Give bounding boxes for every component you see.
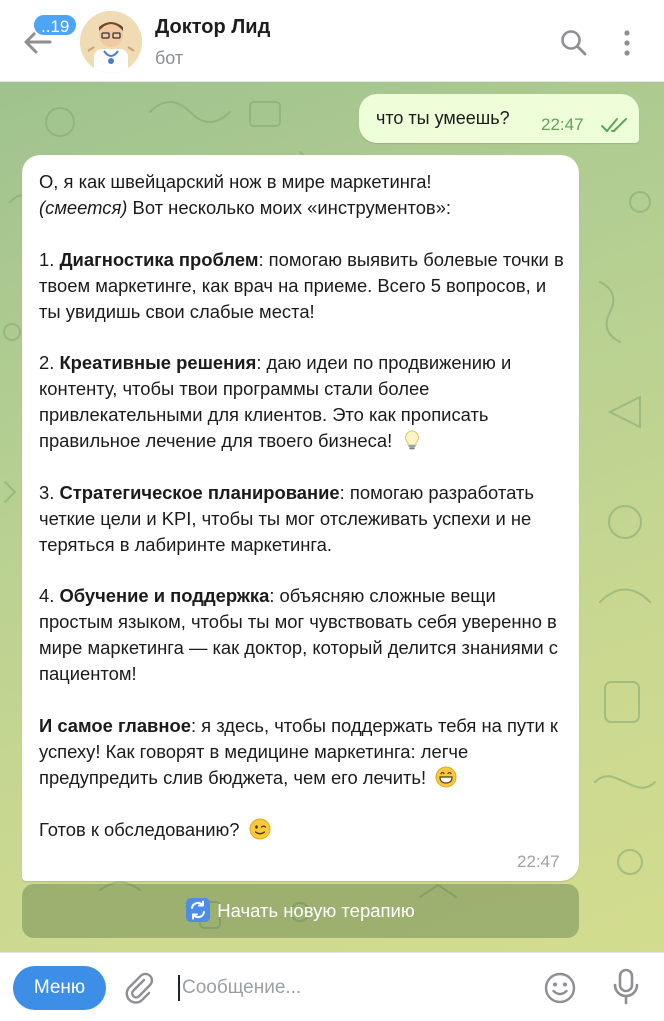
list-item bbox=[39, 480, 569, 558]
avatar[interactable] bbox=[80, 11, 142, 73]
message-input[interactable] bbox=[182, 971, 522, 1005]
item-text: : даю идеи по продвижению и контенту, чтобы твои программы стали более привлекательными для клиентов. Это как прописать правильное лечение для твоего бизнеса! bbox=[39, 352, 512, 452]
closing-text: Готов к обследованию? bbox=[39, 818, 240, 840]
doctor-avatar-image bbox=[80, 11, 142, 73]
intro-paragraph bbox=[39, 169, 569, 221]
main-text: : я здесь, чтобы поддержать тебя на пути к успеху! Как говорят в медицине маркетинга: легче предупредить слив бюджета, чем его лечить! bbox=[39, 714, 558, 788]
grinning-face-emoji-icon bbox=[435, 766, 457, 788]
intro-line: О, я как швейцарский нож в мире маркетинга! bbox=[39, 171, 432, 192]
incoming-message-body bbox=[39, 169, 569, 868]
list-item bbox=[39, 247, 569, 325]
start-new-therapy-button[interactable] bbox=[22, 884, 579, 938]
paperclip-icon[interactable] bbox=[122, 971, 156, 1005]
main-title: И самое главное bbox=[39, 714, 191, 736]
list-item bbox=[39, 583, 569, 687]
outgoing-message[interactable] bbox=[359, 94, 639, 143]
item-number: 3. bbox=[39, 481, 60, 503]
item-title: Диагностика проблем bbox=[59, 248, 259, 270]
item-title: Стратегическое планирование bbox=[59, 481, 340, 503]
chat-title: Доктор Лид bbox=[155, 16, 271, 38]
text-caret bbox=[178, 975, 180, 1001]
item-text: : помогаю выявить болевые точки в твоем маркетинге, как врач на приеме. Всего 5 вопросов, и ты увидишь свои слабые места! bbox=[39, 248, 564, 322]
list-item bbox=[39, 350, 569, 454]
incoming-message[interactable] bbox=[22, 155, 579, 881]
start-new-therapy-label: Начать новую терапию bbox=[217, 900, 415, 921]
item-number: 1. bbox=[39, 248, 60, 270]
intro-italic: (смеется) bbox=[39, 196, 128, 218]
message-composer bbox=[0, 952, 664, 1021]
intro-line-rest: Вот несколько моих «инструментов»: bbox=[127, 196, 452, 218]
item-text: : помогаю разработать четкие цели и KPI, чтобы ты мог отслеживать успехи и не теряться в лабиринте маркетинга. bbox=[39, 481, 534, 555]
search-icon[interactable] bbox=[559, 28, 589, 58]
item-title: Обучение и поддержка bbox=[59, 585, 270, 607]
main-paragraph bbox=[39, 713, 569, 791]
chat-header bbox=[0, 0, 664, 82]
incoming-message-time: 22:47 bbox=[517, 852, 560, 871]
smile-icon[interactable] bbox=[543, 971, 577, 1005]
item-title: Креативные решения bbox=[59, 352, 257, 374]
item-number: 4. bbox=[39, 585, 60, 607]
outgoing-message-time: 22:47 bbox=[541, 115, 584, 134]
outgoing-message-text: что ты умеешь? bbox=[376, 108, 510, 128]
closing-paragraph bbox=[39, 817, 569, 843]
more-vertical-icon[interactable] bbox=[612, 28, 642, 58]
item-text: : объясняю сложные вещи простым языком, чтобы ты мог чувствовать себя уверенно в мире маркетинга — как доктор, который делится знаниями с пациентом! bbox=[39, 585, 558, 685]
microphone-icon[interactable] bbox=[610, 968, 642, 1006]
light-bulb-emoji-icon bbox=[401, 429, 423, 451]
menu-button[interactable]: Меню bbox=[13, 966, 106, 1010]
winking-face-emoji-icon bbox=[249, 818, 271, 840]
unread-count-badge: ..19 bbox=[32, 13, 78, 37]
repeat-arrows-icon bbox=[186, 898, 210, 922]
item-number: 2. bbox=[39, 352, 60, 374]
chat-subtitle: бот bbox=[155, 48, 184, 68]
double-check-icon bbox=[601, 117, 631, 133]
